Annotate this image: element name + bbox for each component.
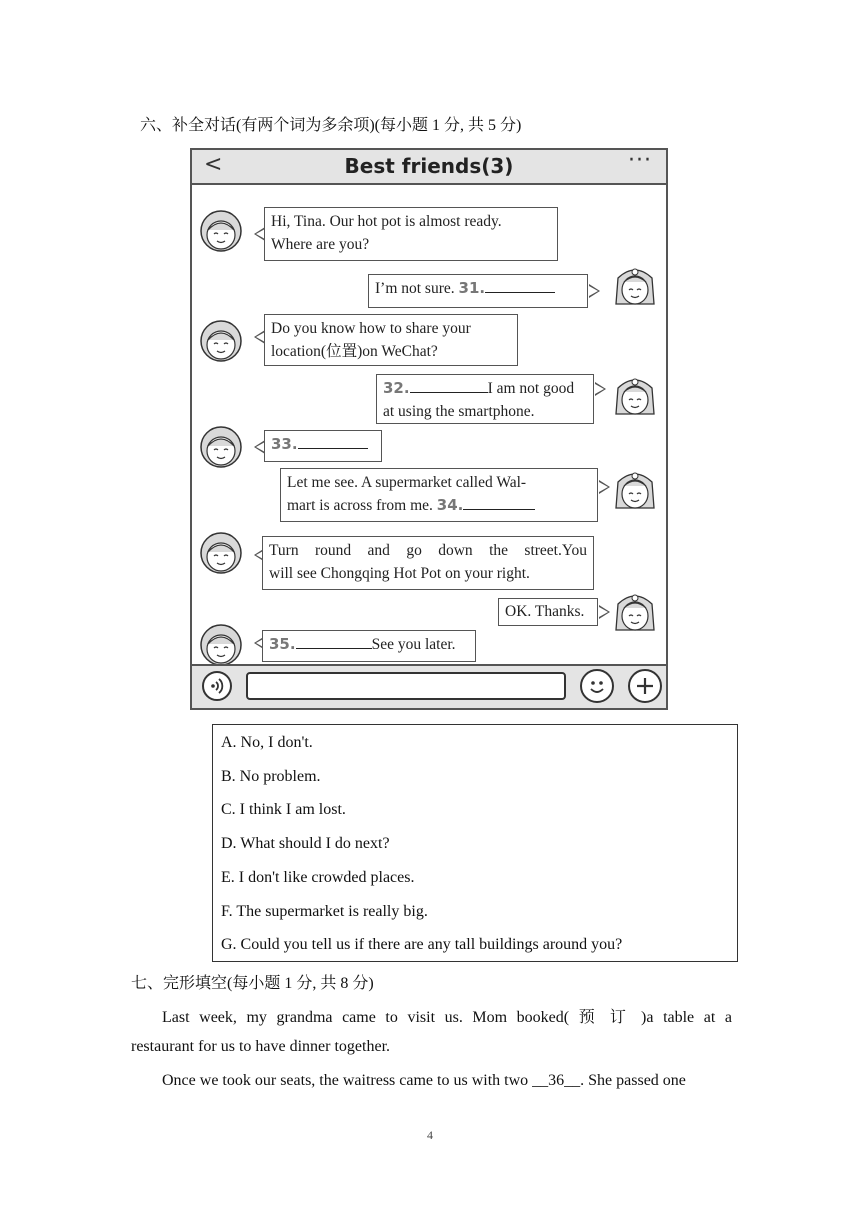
message-text: Let me see. A supermarket called Wal-	[287, 474, 527, 491]
chat-bubble-5	[264, 430, 382, 462]
avatar-tina-friend	[198, 530, 244, 576]
paragraph-1-line-1: Last week, my grandma came to visit us. Mom booked( 预 订 )a table at a	[162, 1009, 732, 1026]
section-6-title: 六、补全对话(有两个词为多余项)(每小题 1 分, 共 5 分)	[140, 117, 522, 134]
avatar-tina	[612, 468, 658, 514]
section-7-title: 七、完形填空(每小题 1 分, 共 8 分)	[131, 975, 374, 992]
paragraph-text: . She passed one	[580, 1072, 686, 1089]
message-text: Do you know how to share your	[271, 320, 471, 337]
message-text: See you later.	[371, 636, 456, 653]
option-e: E. I don't like crowded places.	[221, 869, 415, 886]
answer-blank	[410, 377, 488, 393]
blank-36: __36__	[532, 1072, 581, 1089]
question-number: 32.	[383, 379, 410, 397]
answer-blank	[463, 494, 535, 510]
avatar-tina	[612, 264, 658, 310]
option-c: C. I think I am lost.	[221, 801, 346, 818]
question-number: 34.	[436, 496, 464, 514]
message-text: Turn round and go down the street.You	[269, 542, 587, 559]
options-box	[212, 724, 738, 962]
chat-bubble-9	[262, 630, 476, 662]
avatar-tina	[612, 374, 658, 420]
question-number: 35.	[269, 635, 296, 653]
chat-title: Best friends(3)	[344, 154, 514, 178]
chat-bubble-6	[280, 468, 598, 522]
message-text: Where are you?	[271, 236, 370, 253]
question-number: 33.	[271, 435, 298, 453]
option-g: G. Could you tell us if there are any tall buildings around you?	[221, 936, 623, 953]
avatar-tina-friend	[198, 622, 244, 668]
message-text: location(位置)on WeChat?	[271, 343, 438, 360]
chat-input-bar	[192, 664, 666, 708]
avatar-tina-friend	[198, 208, 244, 254]
plus-icon	[628, 669, 662, 703]
chat-bubble-2	[368, 274, 588, 308]
paragraph-1-line-2: restaurant for us to have dinner together.	[131, 1038, 391, 1055]
option-a: A. No, I don't.	[221, 734, 313, 751]
chat-bubble-3	[264, 314, 518, 366]
chat-phone-illustration	[190, 148, 668, 710]
chat-bubble-8	[498, 598, 598, 626]
question-number: 31.	[458, 279, 486, 297]
message-text: OK. Thanks.	[505, 603, 585, 620]
avatar-tina-friend	[198, 424, 244, 470]
message-text: will see Chongqing Hot Pot on your right.	[269, 565, 530, 582]
message-text: mart is across from me.	[287, 497, 433, 514]
paragraph-text: Once we took our seats, the waitress came to us with two	[162, 1072, 533, 1089]
chat-bubble-7	[262, 536, 594, 590]
chat-bubble-4	[376, 374, 594, 424]
option-d: D. What should I do next?	[221, 835, 390, 852]
chat-top-bar	[192, 150, 666, 185]
answer-blank	[298, 433, 368, 449]
emoji-icon	[580, 669, 614, 703]
message-text: I am not good	[487, 380, 575, 397]
message-text: I’m not sure.	[375, 280, 455, 297]
voice-icon	[202, 671, 232, 701]
page-number: 4	[427, 1128, 433, 1142]
message-text: Hi, Tina. Our hot pot is almost ready.	[271, 213, 502, 230]
more-dots-icon: ···	[628, 148, 652, 173]
paragraph-2-line-1	[162, 1072, 686, 1090]
avatar-tina	[612, 590, 658, 636]
chat-bubble-1	[264, 207, 558, 261]
option-b: B. No problem.	[221, 768, 321, 785]
message-text: at using the smartphone.	[383, 403, 535, 420]
avatar-tina-friend	[198, 318, 244, 364]
answer-blank	[296, 633, 372, 649]
message-input	[246, 672, 566, 700]
answer-blank	[485, 277, 555, 293]
option-f: F. The supermarket is really big.	[221, 903, 428, 920]
chevron-left-icon: <	[204, 152, 223, 177]
